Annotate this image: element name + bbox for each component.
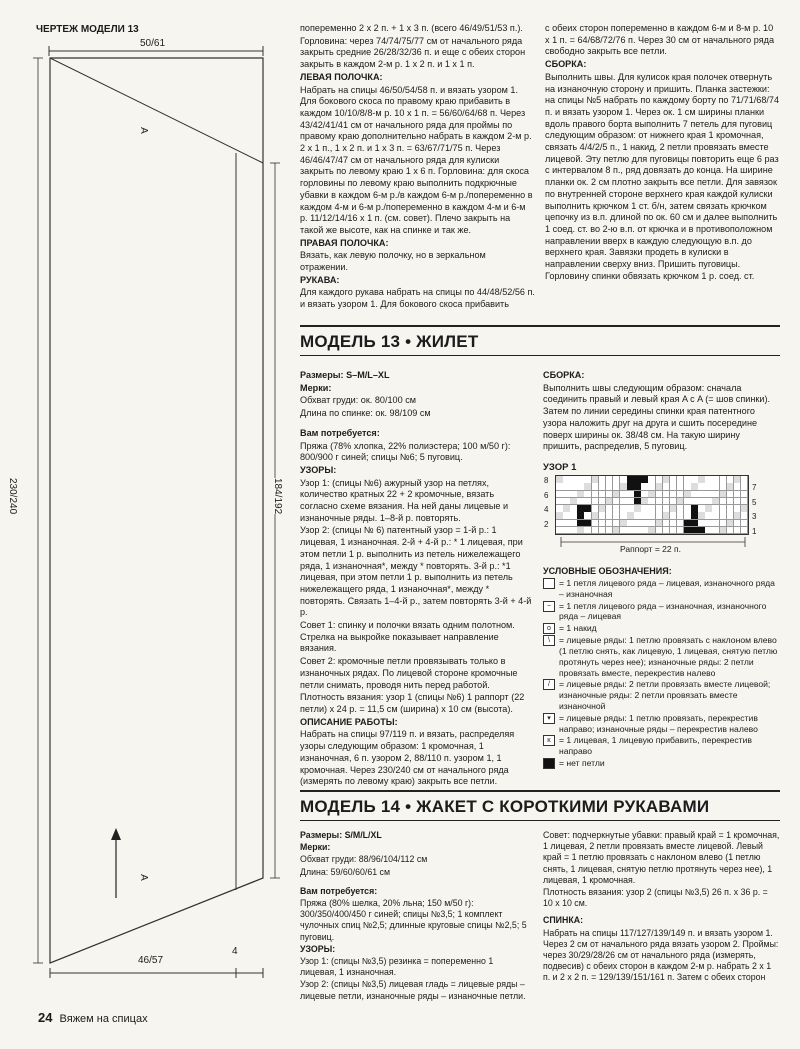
legend-item [543,713,781,735]
legend-item [543,578,781,600]
knit-symbol-icon [543,578,555,589]
left-decrease-symbol-icon: \ [543,635,555,646]
model14-title: МОДЕЛЬ 14 • ЖАКЕТ С КОРОТКИМИ РУКАВАМИ [300,797,710,816]
legend-text: = лицевые ряды: 1 петлю провязать, перекрестив направо; изнаночные ряды – перекрестив налево [559,712,758,734]
model14-column-2 [543,830,780,985]
legend [543,578,781,770]
patterns-heading: УЗОРЫ: [300,464,337,475]
chart-cell [741,527,749,535]
model13-column-2 [543,370,780,454]
para: Плотность вязания: узор 2 (спицы №3,5) 26 п. х 36 р. = 10 х 10 см. [543,887,768,909]
legend-text: = 1 петля лицевого ряда – лицевая, изнаночного ряда – изнаночная [559,578,775,599]
legend-item [543,735,781,757]
heading-assembly: СБОРКА: [545,59,587,70]
para: Вязать, как левую полочку, но в зеркальном отражении. [300,250,486,273]
dim-small: 4 [232,946,238,957]
dim-right: 184/192 [272,478,283,515]
sizes: Размеры: S/M/L/XL [300,830,382,840]
para: Обхват груди: ок. 80/100 см [300,395,416,406]
para: Пряжа (78% хлопка, 22% полиэстера; 100 м/50 г): 800/900 г синей; спицы №6; 5 пуговиц. [300,440,511,463]
dim-top: 50/61 [140,38,166,49]
legend-item [543,679,781,711]
para: Узор 2: (спицы №3,5) лицевая гладь = лицевые ряды – лицевые петли, изнаночные ряды – изнаночные петли. [300,979,526,1001]
model14-column-1 [300,830,532,1003]
para: Набрать на спицы 117/127/139/149 п. и вязать узором 1. Через 2 см от начального ряда вязать узором 2. Проймы: через 30/29/28/26 см от начального ряда (измерять, подвесив) с обеих сторон в каждом 2-м р. набрать 2 х 1 п. и 2 х 2 п. = 129/139/151/161 п. Затем с обеих сторон [543,927,779,983]
pattern-title: УЗОР 1 [543,462,577,473]
divider [300,355,780,356]
para: Узор 1: (спицы №3,5) резинка = попеременно 1 лицевая, 1 изнаночная. [300,956,494,978]
legend-text: = 1 лицевая, 1 лицевую прибавить, перекрестив направо [559,735,752,757]
row-label: 5 [752,497,757,507]
para: Обхват груди: 88/96/104/112 см [300,854,428,865]
legend-title: УСЛОВНЫЕ ОБОЗНАЧЕНИЯ: [543,566,672,576]
scheme-title: ЧЕРТЕЖ МОДЕЛИ 13 [36,24,139,35]
pattern-chart [555,475,749,535]
para: Набрать на спицы 46/50/54/58 п. и вязать узором 1. Для бокового скоса по правому краю прибавить в каждом 10/10/8/8-м р. 10 х 1 п. = 56/60/64/68 п. Через 43/42/41/41 см от начального ряда для проймы по правому краю дополнительно набрать в каждом 2-м р. 2 х 1 п., 1 х 2 п. и 1 х 3 п. = 63/67/71/75 п. Через 46/46/47/47 см от начального ряда для кулиски закрыть по левому краю 1 х 6 п. Горловина: для скоса горловины по левому краю выполнить подкрючные убавки в каждом 6-м р./в каждом 6-м р./попеременно в каждом 4-м и 6-м р./попеременно в каждом 4-м и 6-м р. 11/12/14/16 х 1 п. (см. совет). Плечо закрыть на такой же высоте, как на спинке и так же. [300,84,533,235]
materials-heading: Вам потребуется: [300,427,380,438]
marker-a-top: A [137,127,149,134]
dim-bottom: 46/57 [138,955,164,966]
no-stitch-symbol-icon [543,758,555,769]
dim-left: 230/240 [7,478,18,515]
page-number: 24 [38,1010,53,1025]
legend-item [543,635,781,678]
para: Длина по спинке: ок. 98/109 см [300,408,431,419]
top-column-2 [300,23,535,312]
legend-text: = нет петли [559,757,605,768]
para: Набрать на спицы 97/119 п. и вязать, распределяя узоры следующим образом: 1 кромочная, 1 изнаночная, 6 п. узором 2, 88/110 п. узором 1, 1 кромочная. Через 230/240 см от начального ряда (измерять по левому краю) закрыть все петли. [300,729,515,787]
heading-sleeves: РУКАВА: [300,274,340,285]
twisted-stitch-symbol-icon: ▾ [543,713,555,724]
para: Для каждого рукава набрать на спицы по 44/48/52/56 п. и вязать узором 1. Для бокового скоса прибавить [300,287,535,310]
legend-text: = 1 петля лицевого ряда – изнаночная, изнаночного ряда – лицевая [559,600,767,622]
legend-text: = лицевые ряды: 2 петли провязать вместе лицевой; изнаночные ряды: 2 петли провязать вместе изнаночной [559,679,771,711]
purl-symbol-icon: − [543,601,555,612]
sizes: Размеры: S–M/L–XL [300,370,390,380]
work-description-heading: ОПИСАНИЕ РАБОТЫ: [300,716,398,727]
pattern-rows-right [752,481,756,539]
footer [38,1010,148,1025]
legend-item [543,758,781,769]
increase-symbol-icon: ĸ [543,735,555,746]
para: Выполнить швы следующим образом: сначала соединить правый и левый края A с A (= шов спинки). Затем по линии середины спинки края патентного узора наложить друг на друга и сшить посередине поверх ширины ок. 38/48 см. На такую ширину пришить, распределив, 5 пуговиц. [543,382,770,452]
divider [300,790,780,792]
para: Узор 2: (спицы № 6) патентный узор = 1-й р.: 1 лицевая, 1 изнаночная. 2-й + 4-й р.: * 1 лицевая, при этом петли 1 р. выполнить из петель нижележащего ряда, 1 изнаночная*, между * повторять. 3-й р.: *1 лицевая, при этом петли 1 р. выполнить из петель нижележащего ряда, 1 изнаночная*, между * повторять. Связать 1–4-й р., затем повторять 3-й + 4-й р. [300,525,532,618]
divider [300,820,780,821]
model13-title: МОДЕЛЬ 13 • ЖИЛЕТ [300,332,479,351]
marker-a-bottom: A [137,874,149,881]
patterns-heading: УЗОРЫ: [300,943,336,954]
row-label: 6 [544,490,549,500]
para: Пряжа (80% шелка, 20% льна; 150 м/50 г): 300/350/400/450 г синей; спицы №3,5; 1 комплект чулочных спиц №2,5; длинные круговые спицы №2,5; 5 пуговиц. [300,898,527,942]
vest-pattern-drawing [30,38,295,983]
divider [300,325,780,327]
top-column-3 [545,23,780,283]
heading-right-front: ПРАВАЯ ПОЛОЧКА: [300,237,389,248]
legend-text: = 1 накид [559,623,597,634]
para: с обеих сторон попеременно в каждом 6-м и 8-м р. 10 х 1 п. = 64/68/72/76 п. Через 30 см от начального ряда свободно закрыть все петли. [545,23,775,57]
row-label: 2 [544,519,549,529]
row-label: 4 [544,505,549,514]
para: Плотность вязания: узор 1 (спицы №6) 1 раппорт (22 петли) х 24 р. = 11,5 см (ширина) х 10 см (высота). [300,692,525,714]
yarn-over-symbol-icon: o [543,623,555,634]
row-label: 7 [752,483,757,492]
para: Выполнить швы. Для кулисок края полочек отвернуть на изнаночную сторону и пришить. Планка застежки: на спицы №5 набрать по каждому борту по 71/71/68/74 п. и вязать узором 1. Через ок. 1 см ширины планки вдоль правого борта выполнить 7 петель для пуговиц следующим образом: от нижнего края 1 кромочная, связать 4/4/2/5 п., 1 накид, 2 петли провязать вместе лицевой. Эту петлю для пуговицы повторить еще 6 раз с интервалом 8 п., ряд довязать до конца. На ширине планки ок. 2 см плотно закрыть все петли. Для завязок по внутренней стороне верхнего края каждой кулиски выполнить крючком 1 ст. б/н, затем связать крючком цепочку из в.п. длиной по ок. 60 см и далее выполнить 1 соед. ст. во 2-ю в.п. от крючка и в противоположном направлении вверх в каждую следующую в.п. до верхнего края. Завязки продеть в кулиски в направлении сверху вниз. Пришить пуговицы. Горловину спинки обвязать крючком 1 р. соед. ст. [545,71,780,281]
para: Совет 2: кромочные петли провязывать только в изнаночных рядах. По лицевой стороне кромочные петли снимать, проводя нить перед работой. [300,656,518,690]
measures-heading: Мерки: [300,382,332,393]
assembly-heading: СБОРКА: [543,370,585,380]
para: Длина: 59/60/60/61 см [300,866,391,877]
pattern-repeat: Раппорт = 22 п. [620,544,681,554]
right-decrease-symbol-icon: / [543,679,555,690]
para: Совет: подчеркнутые убавки: правый край = 1 кромочная, 1 лицевая, 2 петли провязать вместе лицевой. Левый край = 1 петлю провязать с наклоном влево (1 петлю снять, 1 лицевая, снятую петлю протянуть через нее), 1 лицевая, 1 кромочная. [543,830,780,885]
model13-column-1 [300,370,532,789]
legend-text: = лицевые ряды: 1 петлю провязать с наклоном влево (1 петлю снять, как лицевую, 1 лицевая, снятую петлю протянуть через нее); изнаночные ряды: 2 петли провязать вместе, перекрестив налево [559,635,778,678]
legend-item [543,623,781,634]
row-label: 3 [752,512,757,521]
pattern-rows-left [544,474,548,532]
back-heading: СПИНКА: [543,915,584,926]
para: Совет 1: спинку и полочки вязать одним полотном. Стрелка на выкройке показывает направление вязания. [300,620,515,654]
magazine-name: Вяжем на спицах [59,1013,148,1025]
legend-item [543,601,781,623]
row-label: 8 [544,476,549,485]
para: Узор 1: (спицы №6) ажурный узор на петлях, количество кратных 22 + 2 кромочные, вязать согласно схеме вязания. На ней даны лицевые и изнаночные ряды. 1–8-й р. повторять. [300,477,509,523]
measures-heading: Мерки: [300,842,331,853]
materials-heading: Вам потребуется: [300,885,378,896]
para: Горловина: через 74/74/75/77 см от начального ряда закрыть средние 26/28/32/36 п. и еще с обеих сторон закрыть в каждом 2-м р. 1 х 2 п. и 1 х 1 п. [300,35,526,70]
heading-left-front: ЛЕВАЯ ПОЛОЧКА: [300,71,383,82]
para: попеременно 2 х 2 п. + 1 х 3 п. (всего 46/49/51/53 п.). [300,23,523,33]
row-label: 1 [752,526,757,536]
